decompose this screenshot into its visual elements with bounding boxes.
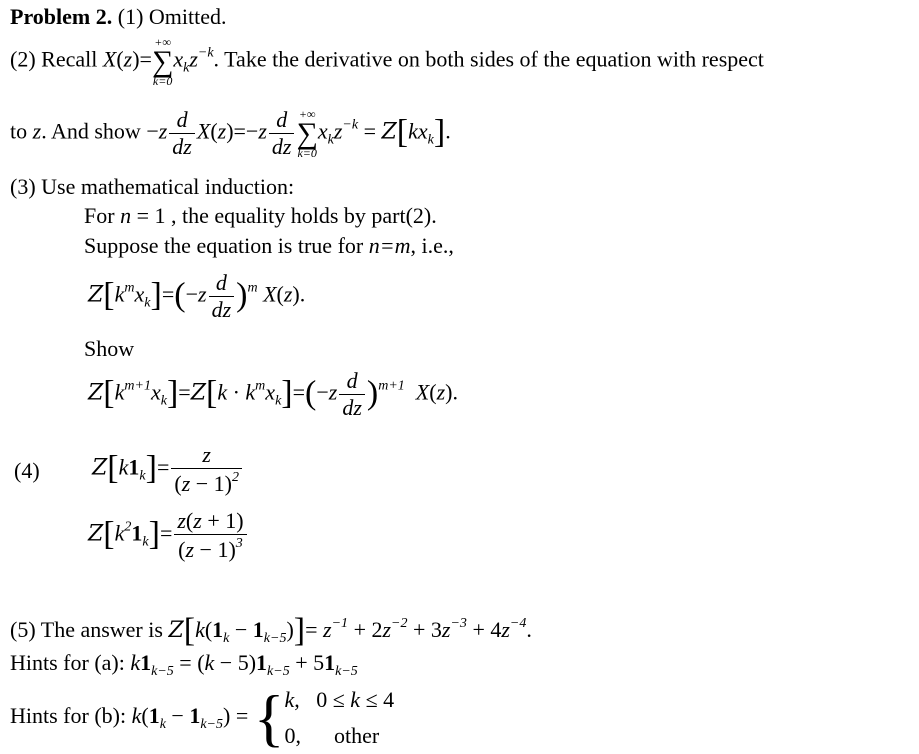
part3-hypothesis-eq: $Z[k^mx_k]=(-z$ $\frac{d}{dz}$ )$^m$ X(z).	[88, 270, 306, 322]
problem-title: Problem 2.	[10, 4, 113, 29]
part5-line: (5) The answer is $Z[k(1_k - 1_{k-5})]= z^{-1} + 2z^{-2} + 3z^{-3} + 4z^{-4}$.	[10, 612, 532, 649]
show-label: Show	[84, 336, 135, 361]
part3-base-case: For n = 1 , the equality holds by part(2).	[84, 203, 437, 228]
part2-line2: to z. And show −z $\frac{d}{dz}$ X(z)=−z $\frac{d}{dz}$ +∞ ∑ k=0 $x_kz^{-k} = Z[kx_k]$.	[10, 107, 451, 160]
part4-label: (4)	[14, 458, 40, 483]
part3-induction-eq: $Z[k^{m+1}x_k]=Z[k \cdot k^mx_k]=(-z$ $\frac{d}{dz}$ )$^{m+1}$ X(z).	[88, 368, 458, 420]
part3-line1: (3) Use mathematical induction:	[10, 174, 295, 199]
sum-symbol: +∞ ∑ k=0	[151, 35, 174, 88]
part3-hypothesis: Suppose the equation is true for n=m, i.e.,	[84, 233, 454, 258]
part2-line1: (2) Recall X(z)= +∞ ∑ k=0 $x_kz^{-k}$. Take the derivative on both sides of the equation with respect	[10, 35, 764, 88]
part4-eq2: $Z[k^21_k]=$ $\frac{z(z + 1)}{(z - 1)^3}$	[88, 510, 249, 561]
part1-text: (1) Omitted.	[117, 4, 227, 29]
hint-a: Hints for (a): $k1_{k-5} = (k - 5)1_{k-5} + 51_{k-5}$	[10, 650, 358, 679]
part4-eq1: $Z[k1_k]=$ $\frac{z}{(z - 1)^2}$	[92, 444, 244, 495]
problem-heading	[10, 6, 227, 28]
case-other: other	[333, 723, 380, 748]
hint-b: Hints for (b): $k(1_k - 1_{k-5})$ = { k, 0 ≤ k ≤ 4 0, other	[10, 682, 395, 753]
